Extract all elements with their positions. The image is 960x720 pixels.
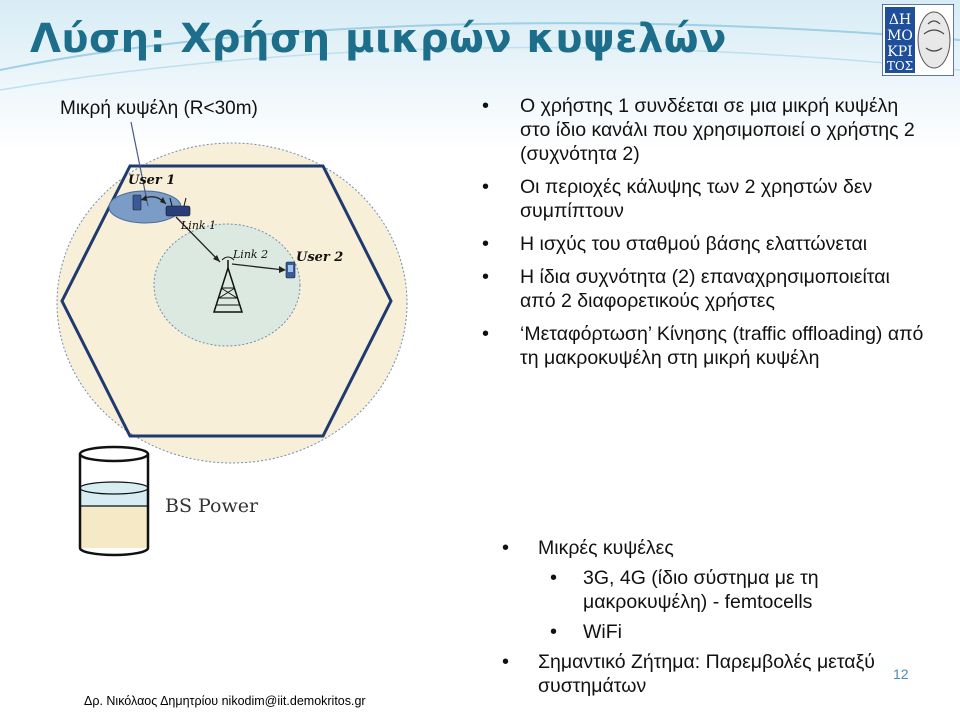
svg-text:ΤΟΣ: ΤΟΣ [886,59,914,73]
bullet-item: • ‘Μεταφόρτωση’ Κίνησης (traffic offloading) από τη μακροκυψέλη στη μικρή κυψέλη [478,322,928,370]
bullet-item: • Η ίδια συχνότητα (2) επαναχρησιμοποιείται από 2 διαφορετικούς χρήστες [478,265,928,313]
bullet-3g4g: • 3G, 4G (ίδιο σύστημα με τη μακροκυψέλη) - femtocells [498,566,938,614]
bullet-item: • Οι περιοχές κάλυψης των 2 χρηστών δεν συμπίπτουν [478,175,928,223]
slide-title: Λύση: Χρήση μικρών κυψελών [30,16,727,62]
bs-power-cylinder-icon [70,440,160,565]
user1-label: User 1 [128,173,176,188]
link1-label: Link 1 [181,219,217,232]
user2-label: User 2 [296,250,344,265]
user1-phone-icon [133,195,141,210]
svg-text:ΔΗ: ΔΗ [888,12,912,28]
democritus-logo [882,4,954,76]
bullet-item: • Ο χρήστης 1 συνδέεται σε μια μικρή κυψέλη στο ίδιο κανάλι που χρησιμοποιεί ο χρήστης 2 (συχνότητα 2) [478,94,928,166]
page-number: 12 [893,666,909,682]
footer-author: Δρ. Νικόλαος Δημητρίου nikodim@iit.demokritos.gr [84,694,366,708]
bs-coverage-circle [154,224,300,346]
svg-text:ΚΡΙ: ΚΡΙ [887,44,913,60]
link2-label: Link 2 [233,248,269,261]
bullet-important: • Σημαντικό Ζήτημα: Παρεμβολές μεταξύ συστημάτων [498,650,938,698]
svg-text:ΜΟ: ΜΟ [887,28,913,44]
user2-phone-icon [286,262,295,278]
bullet-item: • Η ισχύς του σταθμού βάσης ελαττώνεται [478,232,928,256]
sub-bullet-list [498,536,938,698]
bs-power-label: BS Power [165,495,259,517]
bullet-wifi: • WiFi [498,620,938,644]
bullet-small-cells: • Μικρές κυψέλες [498,536,938,560]
main-bullet-list [478,94,928,379]
small-cell-label: Μικρή κυψέλη (R<30m) [60,98,258,119]
